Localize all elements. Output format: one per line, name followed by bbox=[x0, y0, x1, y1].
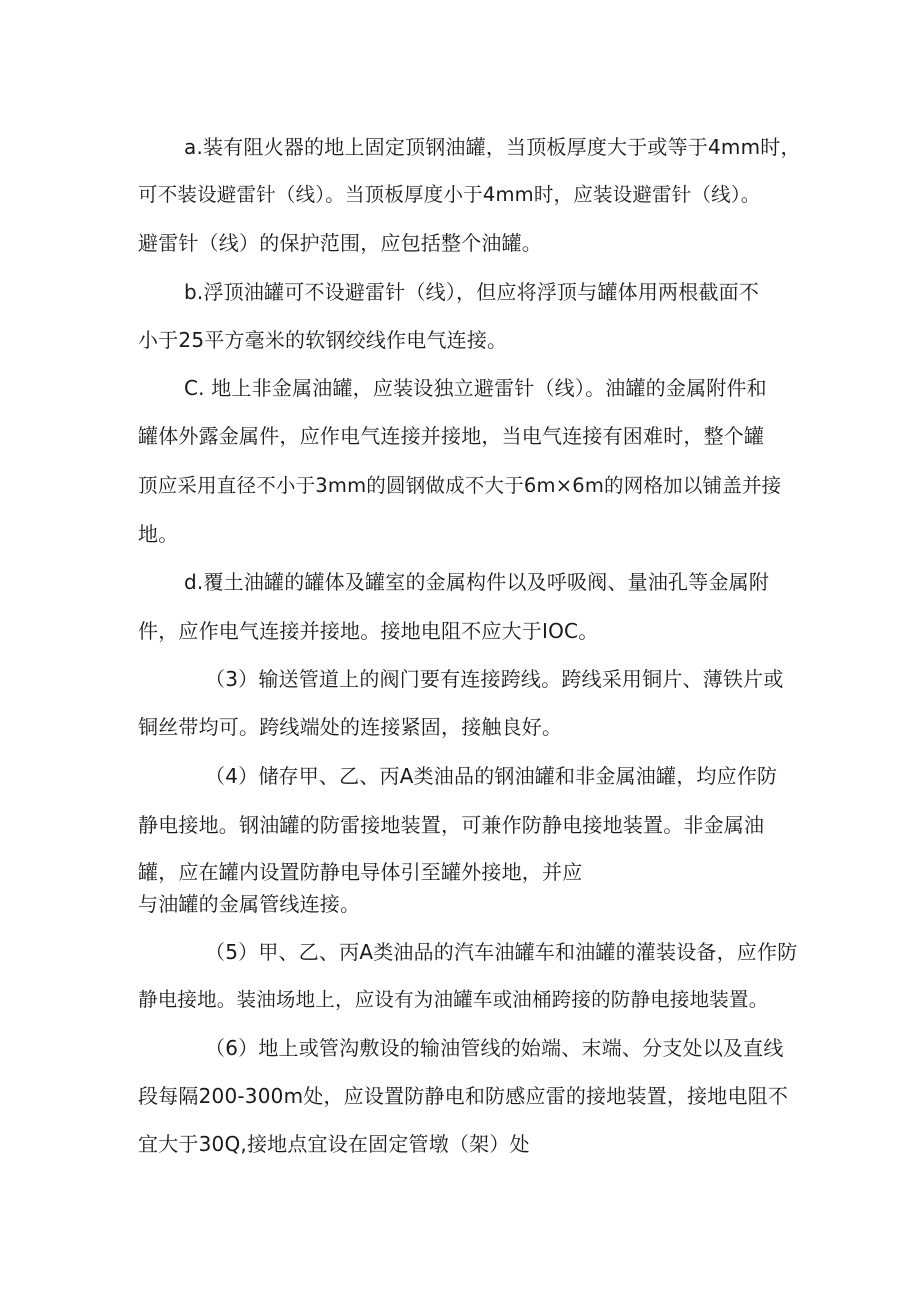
text-line: b.浮顶油罐可不设避雷针（线），但应将浮顶与罐体用两根截面不 bbox=[184, 280, 760, 304]
text-line: 与油罐的金属管线连接。 bbox=[138, 892, 361, 916]
text-line: 可不装设避雷针（线）。当顶板厚度小于4mm时，应装设避雷针（线）。 bbox=[138, 183, 761, 206]
text-line: 静电接地。装油场地上，应设有为油罐车或油桶跨接的防静电接地装置。 bbox=[138, 988, 769, 1011]
text-line: 罐，应在罐内设置防静电导体引至罐外接地，并应 bbox=[138, 860, 583, 884]
text-line: 避雷针（线）的保护范围，应包括整个油罐。 bbox=[138, 231, 542, 255]
text-line: 铜丝带均可。跨线端处的连接紧固，接触良好。 bbox=[138, 715, 563, 739]
text-line: d.覆土油罐的罐体及罐室的金属构件以及呼吸阀、量油孔等金属附 bbox=[184, 570, 770, 594]
text-line: （4）储存甲、乙、丙A类油品的钢油罐和非金属油罐，均应作防 bbox=[205, 764, 778, 788]
text-line: 件，应作电气连接并接地。接地电阻不应大于IOC。 bbox=[138, 619, 599, 643]
text-line: 段每隔200-300m处，应设置防静电和防感应雷的接地装置，接地电阻不 bbox=[138, 1084, 789, 1108]
text-line: 顶应采用直径不小于3mm的圆钢做成不大于6m×6m的网格加以铺盖并接 bbox=[138, 474, 782, 497]
text-line: （5）甲、乙、丙A类油品的汽车油罐车和油罐的灌装设备，应作防 bbox=[205, 940, 798, 964]
text-line: 宜大于30Q,接地点宜设在固定管墩（架）处 bbox=[138, 1132, 530, 1156]
text-line: 罐体外露金属件，应作电气连接并接地，当电气连接有困难时，整个罐 bbox=[138, 424, 765, 448]
text-line: （3）输送管道上的阀门要有连接跨线。跨线采用铜片、薄铁片或 bbox=[205, 667, 784, 691]
text-line: 地。 bbox=[138, 522, 179, 546]
text-line: a.装有阻火器的地上固定顶钢油罐，当顶板厚度大于或等于4mm时， bbox=[184, 135, 801, 159]
text-line: 小于25平方毫米的软钢绞线作电气连接。 bbox=[138, 328, 508, 352]
text-line: C. 地上非金属油罐，应装设独立避雷针（线）。油罐的金属附件和 bbox=[184, 376, 767, 400]
text-line: 静电接地。钢油罐的防雷接地装置，可兼作防静电接地装置。非金属油 bbox=[138, 813, 765, 837]
text-line: （6）地上或管沟敷设的输油管线的始端、末端、分支处以及直线 bbox=[205, 1036, 784, 1060]
